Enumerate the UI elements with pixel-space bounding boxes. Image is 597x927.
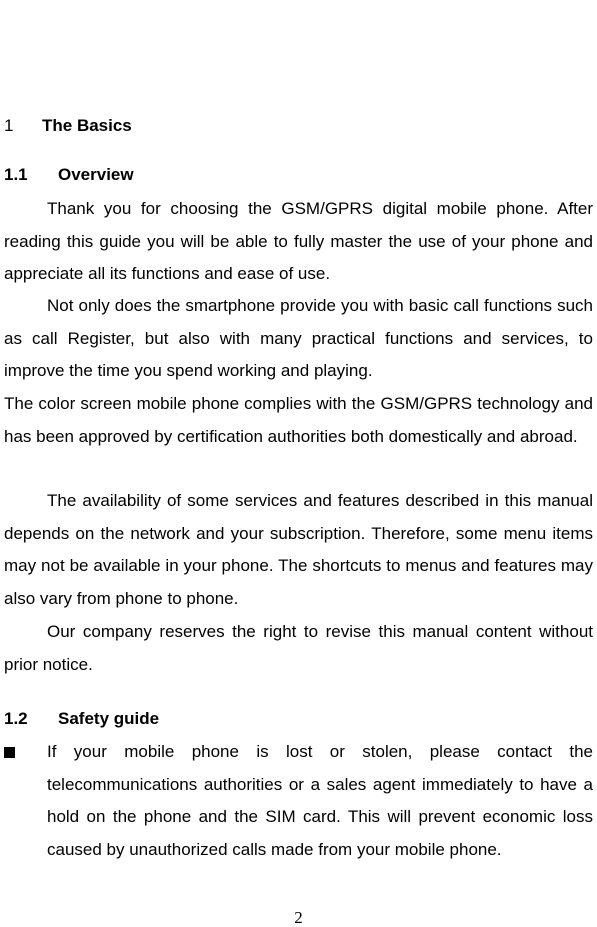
overview-title: Overview	[58, 165, 134, 184]
overview-paragraph-4: The availability of some services and features described in this manual depends on the network and your subscription. Therefore, some menu items may not be available in your phone. The shortcuts to menus and features may also vary from phone to phone.	[4, 491, 593, 608]
overview-paragraph-1: Thank you for choosing the GSM/GPRS digital mobile phone. After reading this guide you will be able to fully master the use of your phone and appreciate all its functions and ease of use.	[4, 199, 593, 283]
overview-paragraph-2: Not only does the smartphone provide you with basic call functions such as call Register, but also with many practical functions and services, to improve the time you spend working and playing.	[4, 296, 593, 380]
safety-item-text: If your mobile phone is lost or stolen, please contact the telecommunications authorities or a sales agent immediately to have a hold on the phone and the SIM card. This will prevent economic loss caused by unauthorized calls made from your mobile phone.	[47, 742, 593, 859]
section-number: 1	[4, 116, 14, 135]
overview-number: 1.1	[4, 165, 28, 184]
section-heading	[4, 116, 132, 136]
safety-number: 1.2	[4, 709, 28, 728]
section-title: The Basics	[42, 116, 132, 135]
overview-heading	[4, 165, 134, 185]
overview-paragraph-5: Our company reserves the right to revise this manual content without prior notice.	[4, 622, 593, 674]
page-number: 2	[294, 908, 303, 927]
safety-title: Safety guide	[58, 709, 160, 728]
square-bullet-icon	[4, 747, 15, 758]
overview-paragraph-3: The color screen mobile phone complies with the GSM/GPRS technology and has been approved by certification authorities both domestically and abroad.	[4, 394, 593, 446]
safety-heading	[4, 709, 159, 729]
